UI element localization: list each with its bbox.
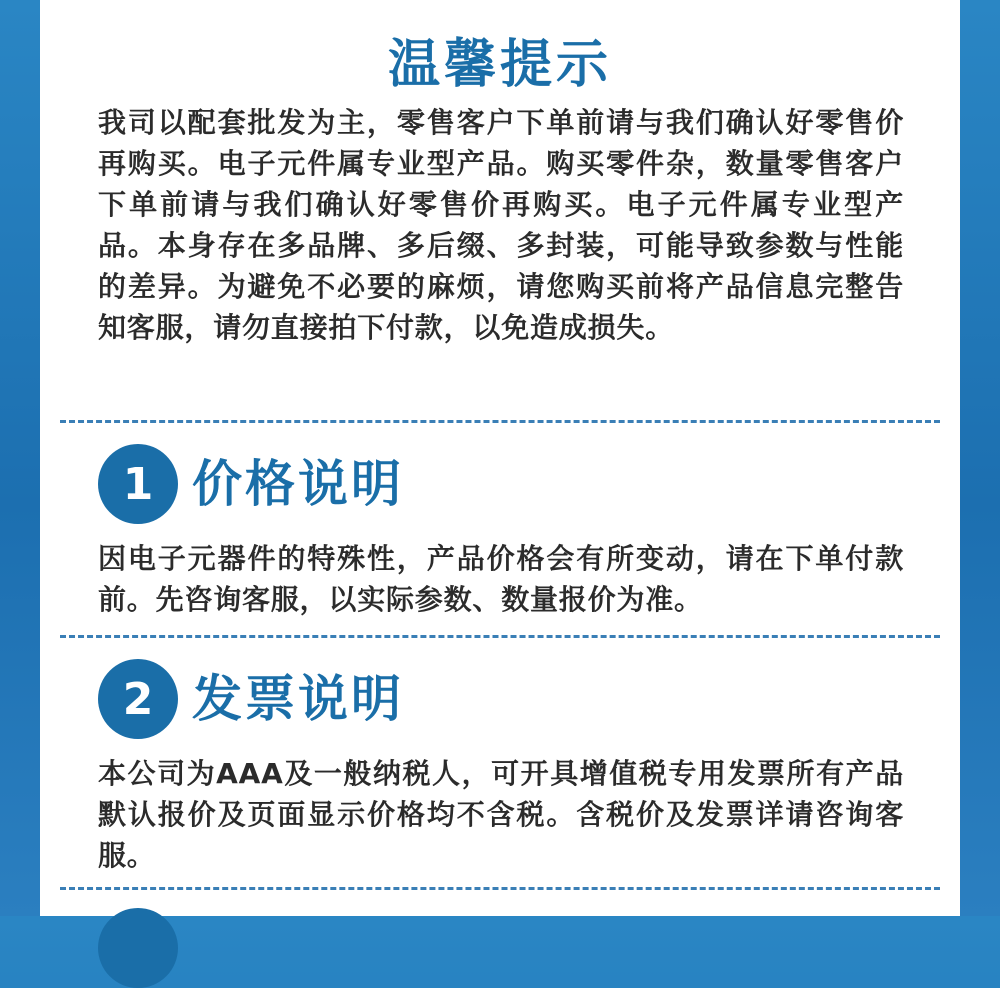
section-title: 发票说明 (192, 670, 404, 728)
invoice-description: 本公司为AAA及一般纳税人，可开具增值税专用发票所有产品默认报价及页面显示价格均不含税。含税价及发票详请咨询客服。 (98, 757, 904, 872)
divider (60, 887, 940, 890)
notice-text: 我司以配套批发为主，零售客户下单前请与我们确认好零售价再购买。电子元件属专业型产品。购买零件杂，数量零售客户下单前请与我们确认好零售价再购买。电子元件属专业型产品。本身存在多品牌、多后缀、多封装，可能导致参数与性能的差异。为避免不必要的麻烦，请您购买前将产品信息完整告知客服，请勿直接拍下付款，以免造成损失。 (98, 106, 904, 344)
section-invoice-header (98, 659, 404, 739)
section-number-badge: 1 (98, 444, 178, 524)
page-title: 温馨提示 (387, 35, 612, 95)
price-description: 因电子元器件的特殊性，产品价格会有所变动，请在下单付款前。先咨询客服，以实际参数、数量报价为准。 (98, 542, 904, 616)
section-title: 价格说明 (192, 455, 404, 513)
content-panel (40, 0, 960, 916)
section-number-badge-partial (98, 908, 178, 988)
divider (60, 635, 940, 638)
section-number-badge: 2 (98, 659, 178, 739)
divider (60, 420, 940, 423)
section-price-header (98, 444, 404, 524)
